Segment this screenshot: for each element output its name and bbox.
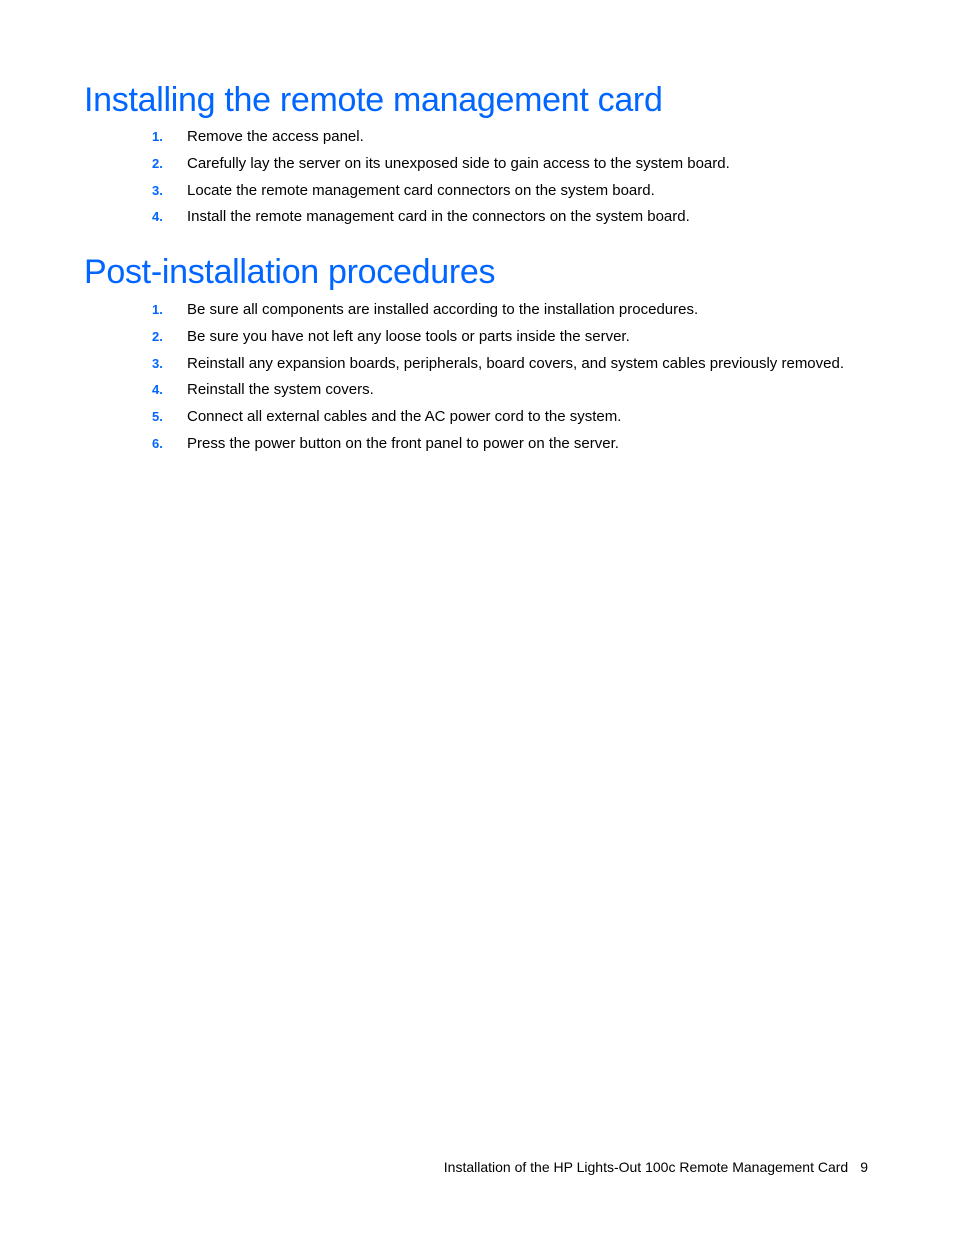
section-heading-post-installation: Post-installation procedures xyxy=(84,253,496,291)
step-number: 5. xyxy=(152,409,163,425)
step-text: Connect all external cables and the AC power cord to the system. xyxy=(187,408,622,426)
step-text: Be sure all components are installed according to the installation procedures. xyxy=(187,301,699,318)
step-text: Locate the remote management card connectors on the system board. xyxy=(187,181,655,199)
step-text: Install the remote management card in the connectors on the system board. xyxy=(187,208,690,226)
step-number: 4. xyxy=(152,382,163,398)
footer-title: Installation of the HP Lights-Out 100c Remote Management Card xyxy=(443,1159,849,1175)
section-heading-installing: Installing the remote management card xyxy=(84,81,663,119)
step-number: 1. xyxy=(152,129,163,144)
step-text: Be sure you have not left any loose tools or parts inside the server. xyxy=(187,327,630,345)
step-number: 2. xyxy=(152,155,163,171)
step-number: 1. xyxy=(152,302,163,317)
step-text: Reinstall any expansion boards, peripherals, board covers, and system cables previously removed. xyxy=(187,354,845,372)
page-number: 9 xyxy=(860,1159,868,1175)
step-number: 6. xyxy=(152,435,163,451)
page-footer xyxy=(444,1157,868,1177)
step-number: 2. xyxy=(152,328,163,344)
step-number: 3. xyxy=(152,355,163,371)
step-text: Carefully lay the server on its unexposed side to gain access to the system board. xyxy=(187,154,730,172)
step-text: Press the power button on the front panel to power on the server. xyxy=(187,434,619,452)
step-text: Remove the access panel. xyxy=(187,128,364,145)
step-number: 4. xyxy=(152,209,163,225)
step-number: 3. xyxy=(152,182,163,198)
step-text: Reinstall the system covers. xyxy=(187,381,374,399)
